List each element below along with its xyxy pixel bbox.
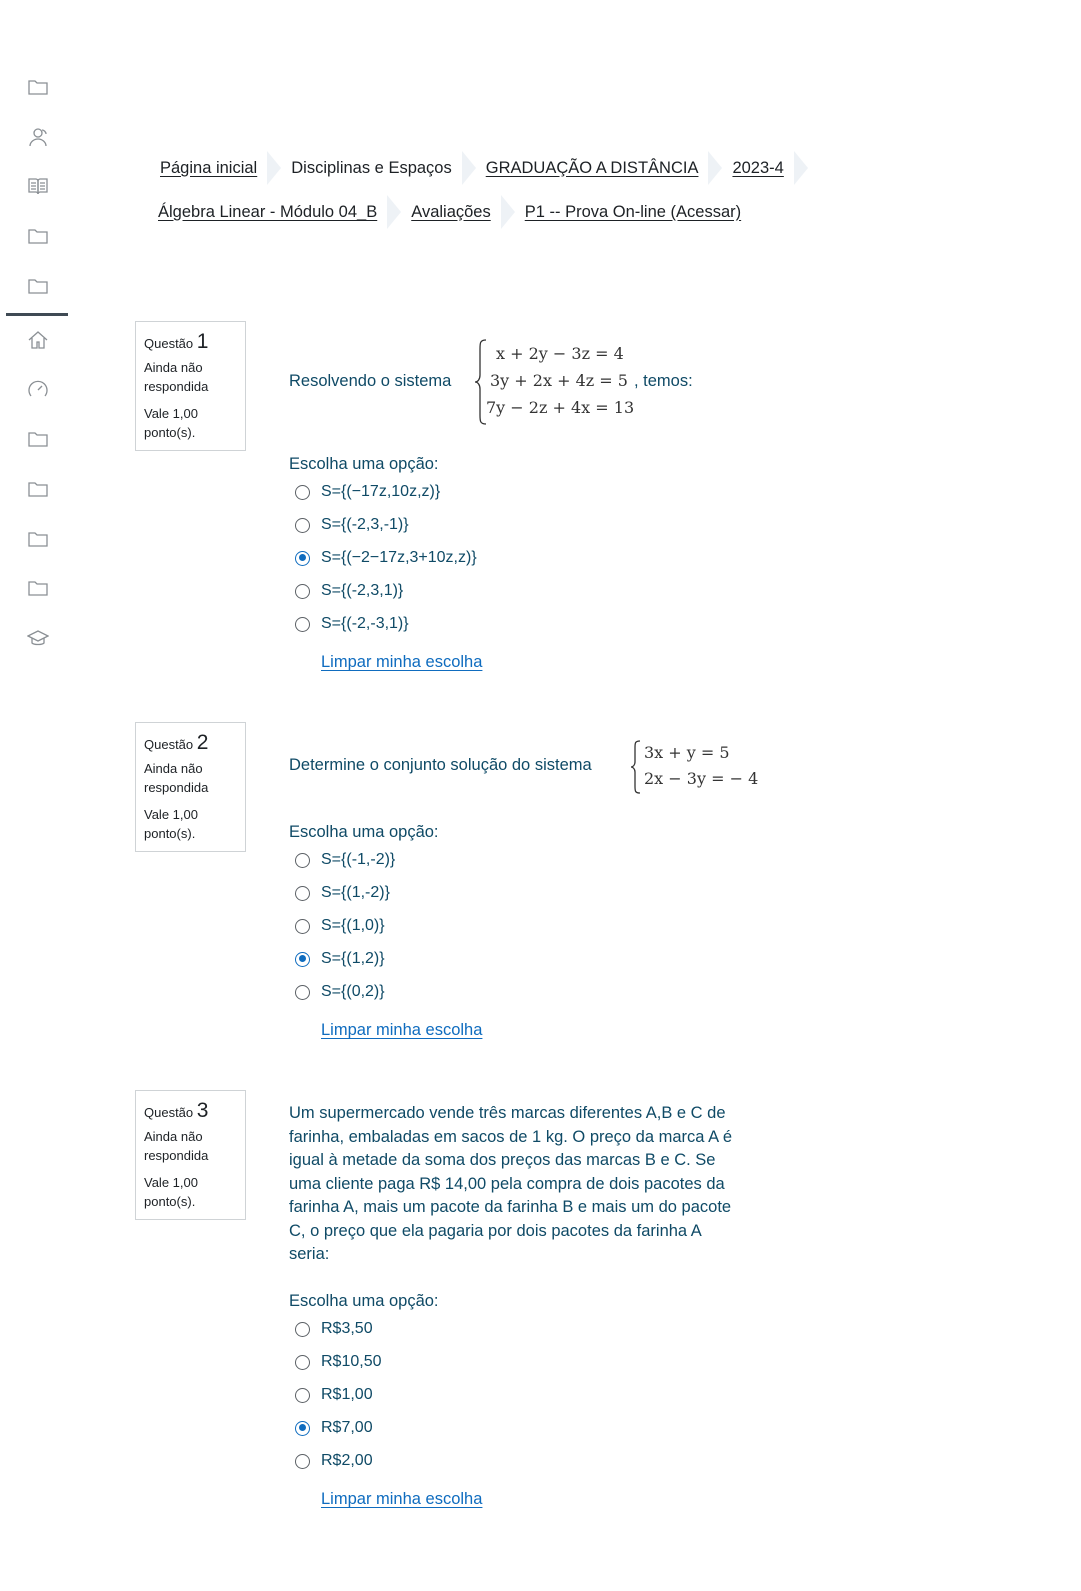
radio-button-selected[interactable] [295, 952, 310, 967]
breadcrumb-text-disciplines: Disciplinas e Espaços [291, 158, 452, 177]
question-text-line: igual à metade da soma dos preços das marcas B e C. Se [289, 1151, 716, 1169]
answer-option[interactable]: R$10,50 [295, 1351, 382, 1373]
breadcrumb-link-graduacao[interactable]: GRADUAÇÃO A DISTÂNCIA [485, 158, 699, 177]
chevron-right-icon [501, 195, 515, 229]
dashboard-icon[interactable] [27, 378, 49, 400]
breadcrumb-item[interactable] [732, 151, 783, 185]
clear-choice-link[interactable]: Limpar minha escolha [321, 653, 483, 671]
course-index-rail [0, 0, 70, 1591]
question-text-line: farinha A, mais um pacote da farinha B e mais um do pacote [289, 1198, 732, 1216]
breadcrumb-link-course[interactable]: Álgebra Linear - Módulo 04_B [158, 202, 378, 221]
radio-button[interactable] [295, 1322, 310, 1337]
question-number: Questão 1 [144, 330, 209, 353]
answer-option[interactable]: R$2,00 [295, 1450, 373, 1472]
question-text-line: Um supermercado vende três marcas diferentes A,B e C de [289, 1104, 726, 1122]
answer-option[interactable]: S={(-2,3,-1)} [295, 514, 409, 536]
folder-icon[interactable] [27, 478, 49, 500]
book-icon[interactable] [27, 175, 49, 197]
question-text-line: seria: [289, 1245, 330, 1263]
answer-option[interactable]: S={(0,2)} [295, 981, 385, 1003]
answer-option[interactable]: S={(-2,3,1)} [295, 580, 403, 602]
question-grade: Vale 1,00 ponto(s). [144, 807, 198, 841]
equation-line: 3y + 2x + 4z = 5 [490, 371, 628, 390]
chevron-right-icon [794, 151, 808, 185]
equation-system-1 [474, 337, 644, 427]
folder-icon[interactable] [27, 428, 49, 450]
folder-icon[interactable] [27, 528, 49, 550]
radio-button-selected[interactable] [295, 551, 310, 566]
clear-choice-link[interactable]: Limpar minha escolha [321, 1490, 483, 1508]
graduation-cap-icon[interactable] [27, 627, 49, 649]
folder-icon[interactable] [27, 76, 49, 98]
chevron-right-icon [708, 151, 722, 185]
choose-prompt: Escolha uma opção: [289, 823, 439, 841]
radio-button[interactable] [295, 1454, 310, 1469]
breadcrumb-link-home[interactable]: Página inicial [160, 158, 258, 177]
question-text-line: uma cliente paga R$ 14,00 pela compra de dois pacotes da [289, 1174, 725, 1193]
answer-option[interactable]: S={(-1,-2)} [295, 849, 395, 871]
question-state: Ainda não respondida [144, 1129, 209, 1163]
chevron-right-icon [267, 151, 281, 185]
users-icon[interactable] [27, 126, 49, 148]
question-text-line: C, o preço que ela pagaria por dois pacotes da farinha A [289, 1221, 702, 1240]
breadcrumb-link-quiz[interactable]: P1 -- Prova On-line (Acessar) [524, 202, 742, 221]
radio-button[interactable] [295, 853, 310, 868]
question-number: Questão 2 [144, 731, 209, 754]
answer-option[interactable]: S={(-2,-3,1)} [295, 613, 409, 635]
breadcrumb [148, 151, 848, 185]
equation-system-2 [630, 740, 770, 796]
question-text-suffix: , temos: [634, 372, 693, 390]
breadcrumb-item[interactable] [160, 151, 257, 185]
question-state: Ainda não respondida [144, 360, 209, 394]
question-info-3 [135, 1090, 246, 1220]
breadcrumb-item[interactable] [411, 195, 491, 229]
breadcrumb-item[interactable] [486, 151, 699, 185]
rail-active-indicator [6, 313, 68, 316]
question-grade: Vale 1,00 ponto(s). [144, 1175, 198, 1209]
answer-option[interactable]: S={(−2−17z,3+10z,z)} [295, 547, 477, 569]
answer-option[interactable]: R$1,00 [295, 1384, 373, 1406]
answer-option[interactable]: R$3,50 [295, 1318, 373, 1340]
question-state: Ainda não respondida [144, 761, 209, 795]
question-grade: Vale 1,00 ponto(s). [144, 406, 198, 440]
radio-button[interactable] [295, 485, 310, 500]
folder-icon[interactable] [27, 275, 49, 297]
answer-option[interactable]: S={(1,0)} [295, 915, 385, 937]
question-info-1 [135, 321, 246, 451]
answer-option[interactable]: S={(1,2)} [295, 948, 385, 970]
breadcrumb [148, 195, 848, 229]
equation-line: 7y − 2z + 4x = 13 [486, 398, 635, 417]
breadcrumb-link-assessments[interactable]: Avaliações [411, 202, 491, 221]
radio-button[interactable] [295, 919, 310, 934]
radio-button[interactable] [295, 1355, 310, 1370]
radio-button[interactable] [295, 617, 310, 632]
equation-line: 3x + y = 5 [644, 743, 730, 762]
breadcrumb-link-term[interactable]: 2023-4 [732, 158, 784, 177]
answer-option[interactable]: S={(1,-2)} [295, 882, 390, 904]
clear-choice-link[interactable]: Limpar minha escolha [321, 1021, 483, 1039]
chevron-right-icon [387, 195, 401, 229]
radio-button-selected[interactable] [295, 1421, 310, 1436]
answer-option[interactable]: S={(−17z,10z,z)} [295, 481, 440, 503]
equation-line: x + 2y − 3z = 4 [496, 344, 624, 363]
radio-button[interactable] [295, 584, 310, 599]
answer-option[interactable]: R$7,00 [295, 1417, 373, 1439]
question-text-line: farinha, embaladas em sacos de 1 kg. O preço da marca A é [289, 1127, 732, 1146]
folder-icon[interactable] [27, 225, 49, 247]
radio-button[interactable] [295, 985, 310, 1000]
radio-button[interactable] [295, 518, 310, 533]
drawer-handle[interactable]: ''' [60, 0, 65, 6]
radio-button[interactable] [295, 1388, 310, 1403]
breadcrumb-item [291, 151, 452, 185]
question-number: Questão 3 [144, 1099, 209, 1122]
breadcrumb-item[interactable] [158, 195, 377, 229]
question-text-3 [289, 1102, 789, 1267]
home-icon[interactable] [27, 329, 49, 351]
choose-prompt: Escolha uma opção: [289, 1292, 439, 1310]
choose-prompt: Escolha uma opção: [289, 455, 439, 473]
question-text-1: Resolvendo o sistema [289, 372, 452, 390]
chevron-right-icon [462, 151, 476, 185]
folder-icon[interactable] [27, 577, 49, 599]
question-info-2 [135, 722, 246, 852]
breadcrumb-item[interactable] [525, 195, 741, 229]
question-text-2: Determine o conjunto solução do sistema [289, 756, 592, 774]
equation-line: 2x − 3y = − 4 [644, 769, 759, 788]
left-brace-icon [630, 740, 642, 794]
radio-button[interactable] [295, 886, 310, 901]
